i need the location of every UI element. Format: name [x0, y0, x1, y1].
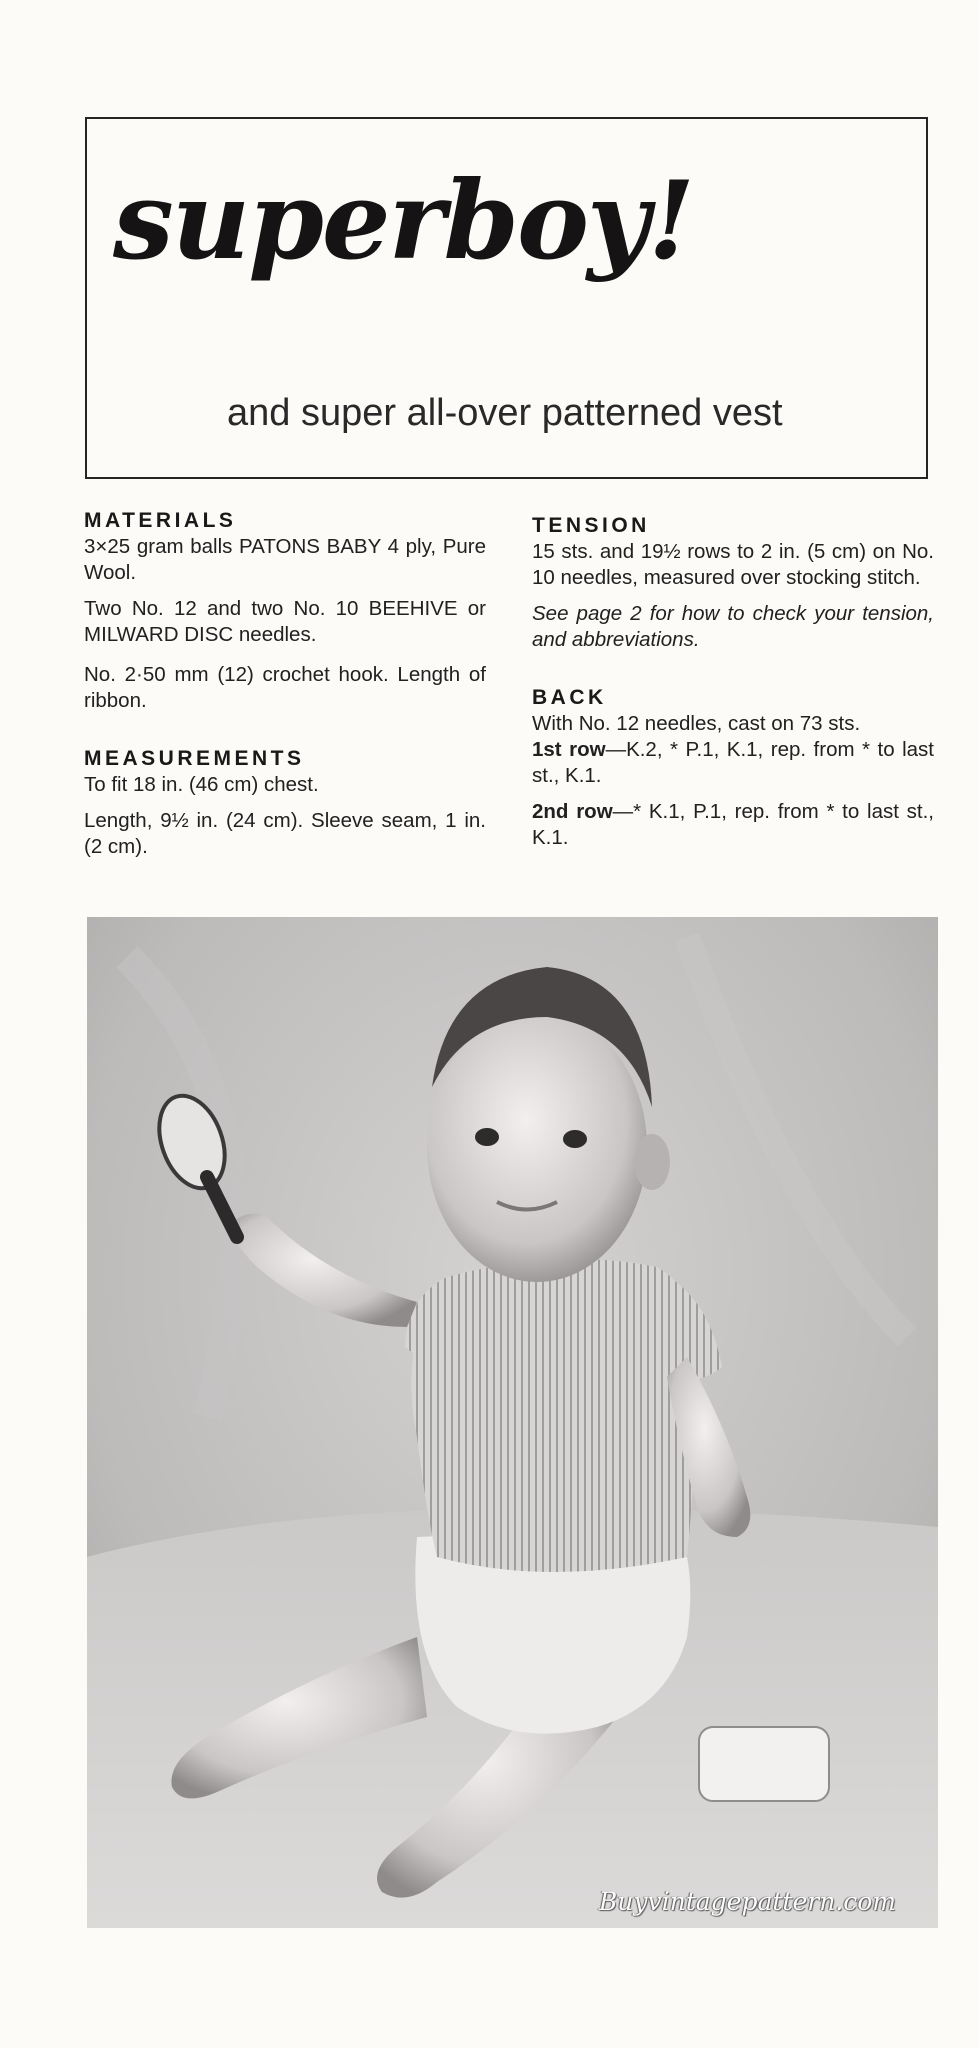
materials-heading: MATERIALS: [84, 509, 237, 532]
materials-yarn: 3×25 gram balls PATONS BABY 4 ply, Pure Wool.: [84, 535, 486, 584]
pattern-title: superboy!: [113, 158, 694, 284]
title-box: [85, 117, 928, 479]
baby-photo-illustration: [87, 917, 938, 1928]
measurements-length: Length, 9½ in. (24 cm). Sleeve seam, 1 in. (2 cm).: [84, 809, 486, 858]
tension-note: See page 2 for how to check your tension, and abbreviations.: [532, 602, 934, 651]
back-heading: BACK: [532, 686, 607, 709]
measurements-chest: To fit 18 in. (46 cm) chest.: [84, 773, 319, 796]
back-row-2-label: 2nd row: [532, 800, 613, 823]
back-row-2-text: —* K.1, P.1, rep. from * to last st., K.1.: [532, 800, 934, 849]
materials-needles: Two No. 12 and two No. 10 BEEHIVE or MILWARD DISC needles.: [84, 597, 486, 646]
back-row-2: [532, 799, 934, 851]
watermark-text: Buyvintagepattern.com: [598, 1887, 896, 1916]
pattern-subtitle: and super all-over patterned vest: [227, 392, 783, 434]
back-intro: With No. 12 needles, cast on 73 sts.: [532, 712, 861, 735]
right-column: [532, 513, 934, 851]
baby-photo: [87, 917, 938, 1928]
back-row-1-label: 1st row: [532, 738, 606, 761]
measurements-heading: MEASUREMENTS: [84, 747, 305, 770]
back-row-1: [532, 737, 934, 789]
back-row-1-text: —K.2, * P.1, K.1, rep. from * to last st., K.1.: [532, 738, 934, 787]
left-column: [84, 508, 486, 860]
tension-text: 15 sts. and 19½ rows to 2 in. (5 cm) on No. 10 needles, measured over stocking stitch.: [532, 540, 934, 589]
tension-heading: TENSION: [532, 514, 650, 537]
materials-hook: No. 2·50 mm (12) crochet hook. Length of ribbon.: [84, 663, 486, 712]
